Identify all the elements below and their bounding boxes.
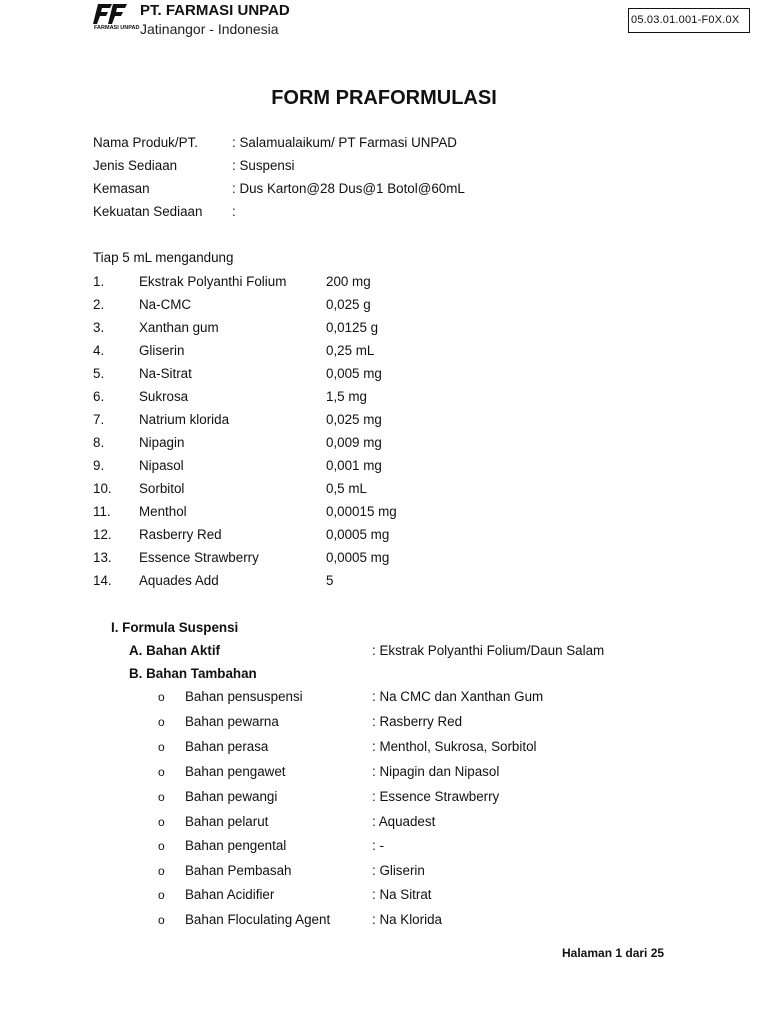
formula-heading: I. Formula Suspensi (111, 620, 239, 635)
ingredient-name: Na-Sitrat (139, 366, 192, 381)
ingredient-quantity: 200 mg (326, 274, 371, 289)
ingredient-name: Gliserin (139, 343, 185, 358)
ingredient-quantity: 0,0125 g (326, 320, 379, 335)
ingredient-quantity: 0,0005 mg (326, 527, 390, 542)
company-name: PT. FARMASI UNPAD (140, 2, 290, 19)
active-ingredient-label: A. Bahan Aktif (129, 643, 221, 658)
additive-label: Bahan pewarna (185, 714, 279, 729)
ingredient-number: 4. (93, 343, 105, 358)
info-value-dosage-form: : Suspensi (232, 158, 295, 173)
ingredient-number: 7. (93, 412, 105, 427)
ingredient-quantity: 0,025 mg (326, 412, 382, 427)
ingredient-name: Nipagin (139, 435, 185, 450)
ingredient-number: 13. (93, 550, 112, 565)
page-number: Halaman 1 dari 25 (562, 946, 665, 960)
ingredient-name: Aquades Add (139, 573, 219, 588)
ingredient-quantity: 0,00015 mg (326, 504, 397, 519)
ingredient-name: Nipasol (139, 458, 184, 473)
ingredient-name: Menthol (139, 504, 187, 519)
ingredient-quantity: 0,5 mL (326, 481, 367, 496)
ingredient-name: Ekstrak Polyanthi Folium (139, 274, 287, 289)
ingredient-number: 14. (93, 573, 112, 588)
additive-label: Bahan pengental (185, 838, 287, 853)
additive-label: Bahan pensuspensi (185, 689, 303, 704)
ingredient-quantity: 5 (326, 573, 334, 588)
additive-value: : Gliserin (372, 863, 425, 878)
logo-text: FARMASI UNPAD (94, 25, 140, 31)
additive-value: : - (372, 838, 384, 853)
ingredient-name: Xanthan gum (139, 320, 219, 335)
additives-heading: B. Bahan Tambahan (129, 666, 257, 681)
additive-value: : Aquadest (372, 814, 436, 829)
ingredient-number: 2. (93, 297, 105, 312)
ingredient-quantity: 0,0005 mg (326, 550, 390, 565)
bullet-icon: o (158, 864, 165, 878)
bullet-icon: o (158, 888, 165, 902)
ingredient-quantity: 0,005 mg (326, 366, 382, 381)
active-ingredient-value: : Ekstrak Polyanthi Folium/Daun Salam (372, 643, 605, 658)
ingredient-quantity: 0,25 mL (326, 343, 375, 358)
ingredient-name: Sorbitol (139, 481, 185, 496)
additive-label: Bahan Acidifier (185, 887, 275, 902)
additive-value: : Na Sitrat (372, 887, 432, 902)
info-value-strength: : (232, 204, 236, 219)
info-value-product: : Salamualaikum/ PT Farmasi UNPAD (232, 135, 457, 150)
ingredient-number: 12. (93, 527, 112, 542)
ingredient-number: 11. (93, 504, 111, 519)
additive-value: : Rasberry Red (372, 714, 463, 729)
additive-label: Bahan pengawet (185, 764, 286, 779)
company-location: Jatinangor - Indonesia (140, 21, 279, 37)
company-block (140, 2, 290, 38)
ingredient-name: Sukrosa (139, 389, 189, 404)
additive-value: : Na Klorida (372, 912, 442, 927)
document-code-box: 05.03.01.001-F0X.0X (628, 8, 750, 33)
ingredient-number: 1. (93, 274, 105, 289)
ingredient-number: 8. (93, 435, 105, 450)
page-title: FORM PRAFORMULASI (271, 87, 497, 109)
bullet-icon: o (158, 765, 165, 779)
ingredient-name: Essence Strawberry (139, 550, 259, 565)
info-value-packaging: : Dus Karton@28 Dus@1 Botol@60mL (232, 181, 465, 196)
info-label-strength: Kekuatan Sediaan (93, 204, 203, 219)
additive-value: : Menthol, Sukrosa, Sorbitol (372, 739, 537, 754)
info-label-dosage-form: Jenis Sediaan (93, 158, 178, 173)
ingredient-number: 6. (93, 389, 105, 404)
additive-label: Bahan pelarut (185, 814, 269, 829)
info-label-packaging: Kemasan (93, 181, 150, 196)
bullet-icon: o (158, 690, 165, 704)
bullet-icon: o (158, 715, 165, 729)
bullet-icon: o (158, 815, 165, 829)
additive-label: Bahan Floculating Agent (185, 912, 331, 927)
ingredient-number: 9. (93, 458, 105, 473)
bullet-icon: o (158, 790, 165, 804)
info-label-product: Nama Produk/PT. (93, 135, 198, 150)
ingredient-number: 10. (93, 481, 112, 496)
company-logo-icon (94, 2, 140, 36)
ingredient-number: 3. (93, 320, 105, 335)
additive-label: Bahan pewangi (185, 789, 278, 804)
ingredient-name: Rasberry Red (139, 527, 222, 542)
ingredient-quantity: 0,025 g (326, 297, 371, 312)
ingredient-quantity: 1,5 mg (326, 389, 367, 404)
additive-value: : Nipagin dan Nipasol (372, 764, 500, 779)
additive-label: Bahan perasa (185, 739, 269, 754)
additive-value: : Essence Strawberry (372, 789, 500, 804)
ingredient-quantity: 0,009 mg (326, 435, 382, 450)
ingredient-quantity: 0,001 mg (326, 458, 382, 473)
bullet-icon: o (158, 740, 165, 754)
ingredient-name: Natrium klorida (139, 412, 230, 427)
composition-intro: Tiap 5 mL mengandung (93, 250, 234, 265)
bullet-icon: o (158, 839, 165, 853)
additive-value: : Na CMC dan Xanthan Gum (372, 689, 544, 704)
ingredient-name: Na-CMC (139, 297, 192, 312)
additive-label: Bahan Pembasah (185, 863, 292, 878)
ingredient-number: 5. (93, 366, 105, 381)
bullet-icon: o (158, 913, 165, 927)
